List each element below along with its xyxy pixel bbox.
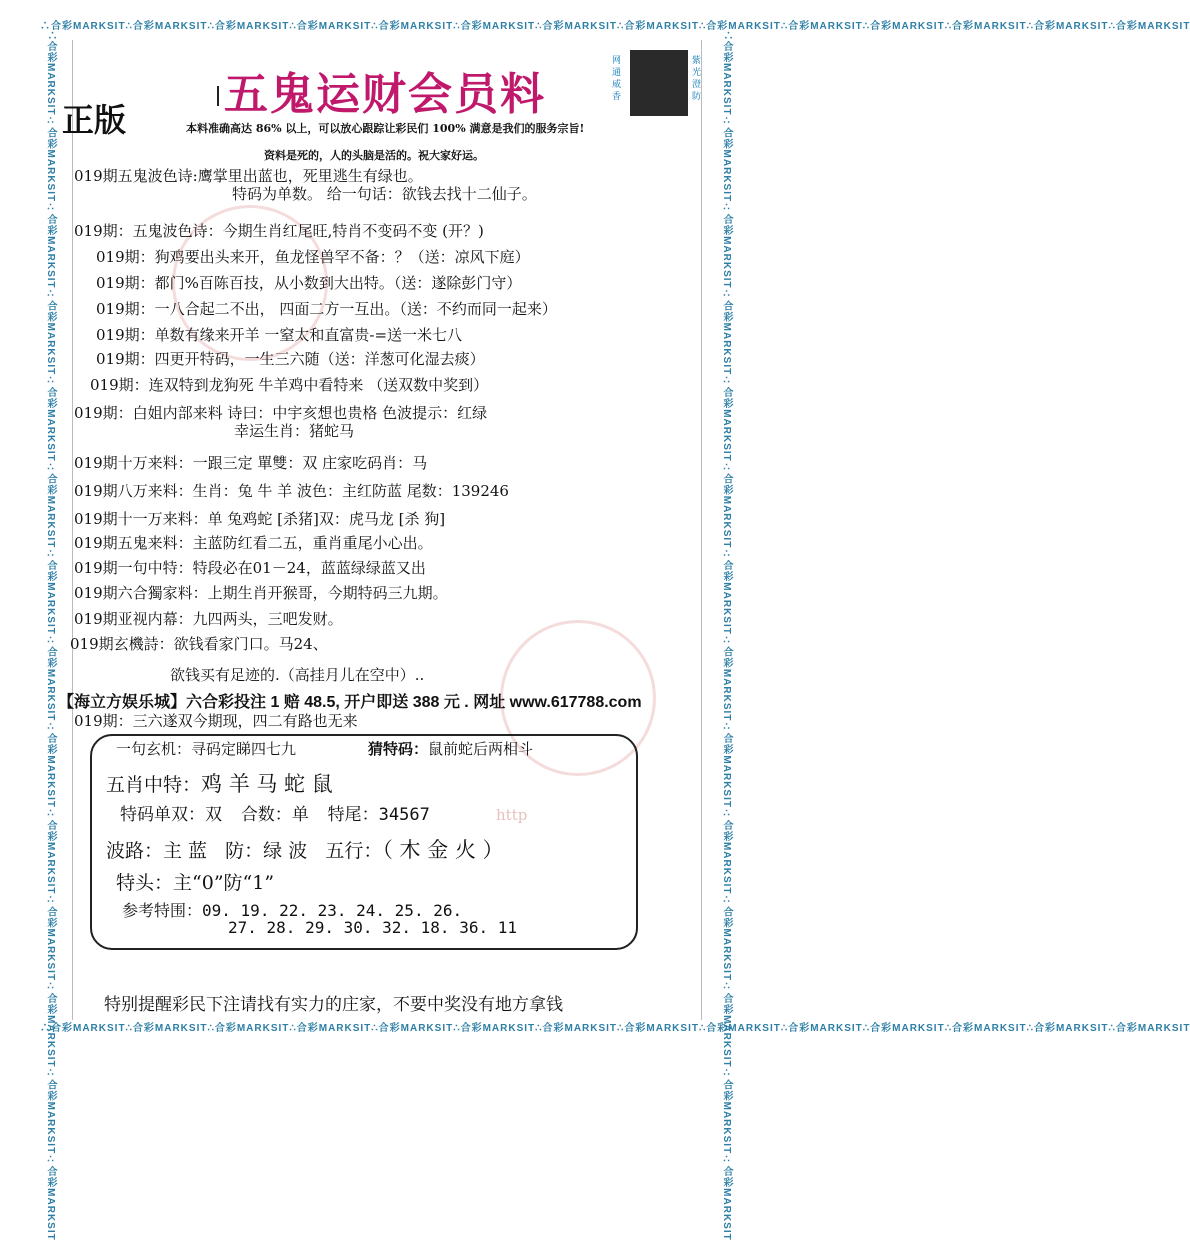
sum-label: 合数：: [240, 805, 292, 825]
period-label: 019期八万来料：: [74, 482, 193, 500]
ref-numbers-1: 09. 19. 22. 23. 24. 25. 26.: [202, 901, 463, 920]
list-item: [74, 710, 358, 731]
period-label: 019期六合獨家料：: [74, 584, 208, 602]
list-item: [74, 452, 427, 473]
tail-label: 特尾：: [327, 805, 379, 825]
wave-row: [106, 834, 504, 864]
list-item: [96, 246, 530, 267]
list-item: [74, 557, 426, 578]
period-label: 019期：: [90, 376, 149, 394]
line-text: 五鬼波色诗：今期生肖红尾旺,特肖不变码不变 (开？): [132, 222, 484, 240]
line-text: 白姐内部来料 诗曰：中宇亥想也贵格 色波提示：红绿: [132, 404, 488, 422]
tagline-luck: 资料是死的，人的头脑是活的。祝大家好运。: [264, 149, 484, 162]
period-label: 019期亚视内幕：: [74, 610, 193, 628]
logo: [608, 50, 706, 116]
riddle-row: [116, 738, 296, 759]
element-value: （ 木 金 火 ）: [382, 838, 504, 862]
list-item: [232, 183, 537, 204]
five-value: 鸡 羊 马 蛇 鼠: [201, 772, 333, 796]
prediction-box: [90, 734, 638, 950]
riddle-text: 寻码定睇四七九: [191, 740, 297, 758]
period-label: 019期十一万来料：: [74, 510, 208, 528]
right-border-watermark: ∴合彩MARKSIT∴合彩MARKSIT∴合彩MARKSIT∴合彩MARKSIT∴合彩MARKSIT∴合彩MARKSIT∴合彩MARKSIT∴合彩MARKSIT∴合彩MARKSIT∴合彩MARKSIT∴合彩MARKSIT∴合彩MARKSIT∴合彩MARKSIT∴合彩MARKSIT: [721, 30, 732, 1241]
logo-black-box: [630, 50, 688, 116]
odd-label: 特码单双：: [120, 805, 205, 825]
head-value: 主“0”防“1”: [173, 872, 275, 894]
list-item: [74, 532, 433, 553]
period-label: 019期：: [96, 300, 155, 318]
odd-even-row: [120, 800, 430, 825]
list-item: [74, 508, 445, 529]
wave-guard: 绿 波: [263, 840, 308, 862]
line-text: 单 兔鸡蛇 [杀猪]双：虎马龙 [杀 狗]: [207, 510, 446, 528]
line-text: 幸运生肖：猪蛇马: [234, 422, 355, 440]
period-label: 019期五鬼来料：: [74, 534, 193, 552]
line-text: 特段必在01－24，蓝蓝绿绿蓝又出: [192, 559, 426, 577]
line-text: 欲钱买有足迹的.（高挂月儿在空中）..: [170, 666, 425, 684]
footer-warning: 特别提醒彩民下注请找有实力的庄家，不要中奖没有地方拿钱: [104, 995, 563, 1015]
wave-label: 波路：: [106, 840, 164, 862]
list-item: [74, 220, 484, 241]
period-label: 019期：: [74, 712, 133, 730]
head-label: 特头：: [116, 872, 174, 894]
list-item: [70, 633, 328, 654]
wave-guard-label: 防：: [225, 840, 264, 862]
period-label: 019期：: [96, 326, 155, 344]
list-item: [90, 374, 488, 395]
list-item: [74, 608, 343, 629]
period-label: 019期：: [96, 248, 155, 266]
list-item: [74, 582, 448, 603]
left-border-watermark: ∴合彩MARKSIT∴合彩MARKSIT∴合彩MARKSIT∴合彩MARKSIT∴合彩MARKSIT∴合彩MARKSIT∴合彩MARKSIT∴合彩MARKSIT∴合彩MARKSIT∴合彩MARKSIT∴合彩MARKSIT∴合彩MARKSIT∴合彩MARKSIT∴合彩MARKSIT: [45, 30, 56, 1241]
list-item: [96, 272, 521, 293]
list-item: [96, 348, 485, 369]
five-zodiac-row: [106, 768, 333, 798]
logo-left-text: 网通威香: [612, 55, 622, 101]
line-text: 九四两头，三吧发财。: [192, 610, 343, 628]
odd-value: 双: [205, 805, 222, 825]
logo-right-text: 紫光澄防: [692, 55, 702, 101]
line-text: 主蓝防红看二五，重肖重尾小心出。: [192, 534, 433, 552]
title-bar: [217, 86, 219, 106]
line-text: 一跟三定 單雙：双 庄家吃码肖：马: [192, 454, 428, 472]
line-text: 生肖：兔 牛 羊 波色：主红防蓝 尾数：139246: [192, 482, 509, 500]
tagline-accuracy: 本料准确高达 86% 以上，可以放心跟踪让彩民们 100% 满意是我们的服务宗旨!: [186, 122, 585, 135]
line-text: 特码为单数。 给一句话：欲钱去找十二仙子。: [232, 185, 537, 203]
five-label: 五肖中特：: [106, 774, 202, 796]
line-text: 鹰掌里出蓝也，死里逃生有绿也。: [197, 167, 423, 185]
period-label: 019期：: [96, 274, 155, 292]
line-text: 连双特到龙狗死 牛羊鸡中看特来 （送双数中奖到）: [148, 376, 489, 394]
riddle-label: 一句玄机：: [116, 740, 192, 758]
line-text: 狗鸡要出头来开，鱼龙怪兽罕不备：？（送：凉风下庭）: [154, 248, 530, 266]
list-item: [74, 480, 509, 501]
bottom-border-watermark: ∴合彩MARKSIT∴合彩MARKSIT∴合彩MARKSIT∴合彩MARKSIT∴合彩MARKSIT∴合彩MARKSIT∴合彩MARKSIT∴合彩MARKSIT∴合彩MARKSIT∴合彩MARKSIT∴合彩MARKSIT∴合彩MARKSIT∴合彩MARKSIT∴合彩MARKSIT: [40, 1023, 1190, 1034]
period-label: 019期玄機詩：: [70, 635, 174, 653]
ref-label: 参考特围：: [122, 901, 203, 920]
head-row: [116, 868, 274, 895]
line-text: 四更开特码，一生三六随（送：洋葱可化湿去痰）: [154, 350, 485, 368]
watermark-url: http: [496, 806, 528, 824]
tail-value: 34567: [378, 805, 430, 825]
sum-value: 单: [291, 805, 309, 825]
period-label: 019期五鬼波色诗:: [74, 167, 198, 185]
period-label: 019期：: [74, 222, 133, 240]
guess-text: 鼠前蛇后两相斗: [428, 740, 534, 758]
period-label: 019期一句中特：: [74, 559, 193, 577]
wave-main: 主 蓝: [163, 840, 208, 862]
ref-numbers-2: 27. 28. 29. 30. 32. 18. 36. 11: [228, 918, 517, 937]
line-text: 单数有缘来开羊 一窒太和直富贵-=送一米七八: [154, 326, 463, 344]
ad-banner[interactable]: 【海立方娱乐城】六合彩投注 1 赔 48.5, 开户即送 388 元 . 网址 www.617788.com: [58, 694, 642, 711]
line-text: 上期生肖开猴哥，今期特码三九期。: [207, 584, 448, 602]
period-label: 019期：: [96, 350, 155, 368]
element-label: 五行：: [325, 840, 383, 862]
list-item: [170, 664, 424, 685]
top-border-watermark: ∴合彩MARKSIT∴合彩MARKSIT∴合彩MARKSIT∴合彩MARKSIT∴合彩MARKSIT∴合彩MARKSIT∴合彩MARKSIT∴合彩MARKSIT∴合彩MARKSIT∴合彩MARKSIT∴合彩MARKSIT∴合彩MARKSIT∴合彩MARKSIT∴合彩MARKSIT: [40, 21, 1190, 32]
guess-row: [368, 738, 533, 759]
period-label: 019期十万来料：: [74, 454, 193, 472]
period-label: 019期：: [74, 404, 133, 422]
page-title: 五鬼运财会员料: [224, 69, 546, 120]
guess-label: 猜特码：: [368, 740, 429, 758]
line-text: 都门%百陈百技，从小数到大出特。（送：遂除彭门守）: [154, 274, 522, 292]
list-item: [234, 420, 354, 441]
edition-label: 正版: [62, 101, 127, 139]
line-text: 欲钱看家门口。马24、: [173, 635, 328, 653]
line-text: 一八合起二不出， 四面二方一互出。（送：不约而同一起来）: [154, 300, 557, 318]
list-item: [96, 298, 557, 319]
line-text: 三六遂双今期现，四二有路也无来: [132, 712, 358, 730]
list-item: [96, 324, 462, 345]
